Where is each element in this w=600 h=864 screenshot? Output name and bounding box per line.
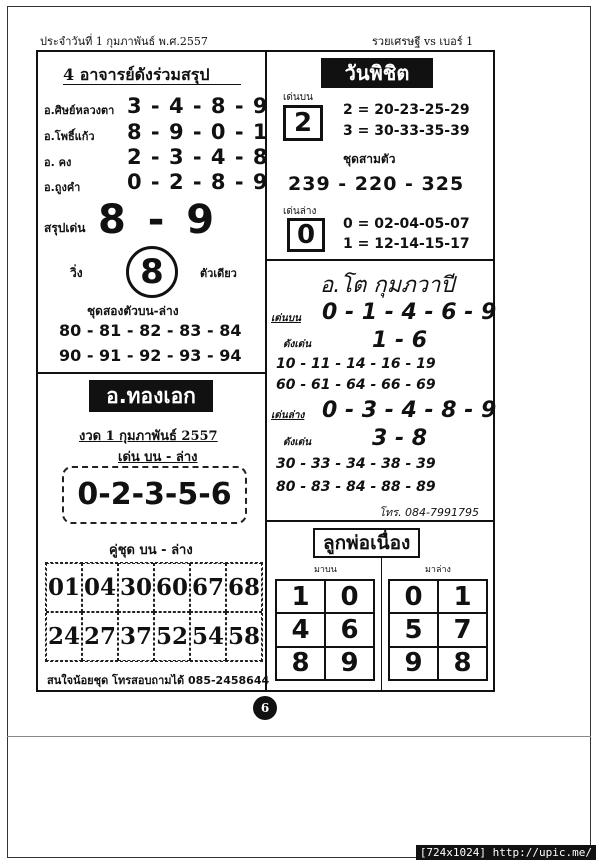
three-title: ชุดสามตัว	[343, 152, 396, 166]
teacher-name: อ.ถูงคำ	[44, 181, 81, 194]
pairs-grid	[45, 562, 263, 662]
lead-bottom-label: เด่นล่าง	[271, 410, 305, 421]
pairs-row: 80 - 81 - 82 - 83 - 84	[59, 321, 242, 340]
header-date: ประจำวันที่ 1 กุมภาพันธ์ พ.ศ.2557	[40, 35, 208, 48]
scan-edge	[7, 736, 591, 737]
single-label: ตัวเดียว	[200, 267, 237, 280]
strong-top: 1 - 6	[372, 328, 428, 353]
pairs-title: ชุดสองตัวบน-ล่าง	[87, 304, 179, 318]
draw-date: งวด 1 กุมภาพันธ์ 2557	[79, 429, 218, 444]
grid-cell: 4	[276, 613, 325, 646]
lead-top-label: เด่นบน	[271, 313, 301, 324]
bottom-label: เด่นล่าง	[283, 206, 317, 217]
lead-top: 0 - 1 - 4 - 6 - 9	[322, 300, 497, 325]
header-title: รวยเศรษฐี vs เบอร์ 1	[372, 35, 474, 48]
panel-c-banner: อ.ทองเอก	[89, 380, 213, 412]
teacher-name: อ.โพธิ์แก้ว	[44, 130, 95, 143]
bottom-digit-grid	[388, 579, 488, 681]
single-digit: 8	[126, 246, 178, 298]
lead-label: เด่น บน - ล่าง	[118, 450, 198, 465]
top-label: เด่นบน	[283, 92, 313, 103]
panel-d-title: อ.โต กุมภวาปี	[320, 273, 455, 298]
top-line: 3 = 30-33-35-39	[343, 123, 470, 139]
panel-e-divider	[381, 556, 382, 690]
top-row: 60 - 61 - 64 - 66 - 69	[276, 377, 436, 393]
grid-cell: 1	[438, 580, 487, 613]
grid-cell: 5	[389, 613, 438, 646]
pair-cell: 54	[190, 612, 226, 661]
summary-value: 8 - 9	[98, 197, 219, 243]
left-divider	[37, 372, 266, 374]
bottom-line: 0 = 02-04-05-07	[343, 216, 470, 232]
bottom-row: 80 - 83 - 84 - 88 - 89	[276, 479, 436, 495]
grid-cell: 8	[438, 647, 487, 680]
grid-cell: 9	[389, 647, 438, 680]
teacher-numbers: 0 - 2 - 8 - 9	[127, 170, 269, 194]
panel-b-banner: วันพิชิต	[321, 58, 433, 88]
teacher-name: อ. คง	[44, 156, 72, 169]
teacher-numbers: 3 - 4 - 8 - 9	[127, 94, 269, 118]
bottom-grid-label: มาล่าง	[425, 565, 451, 575]
pair-cell: 58	[226, 612, 262, 661]
bottom-digit: 0	[287, 218, 325, 252]
pair-cell: 60	[154, 563, 190, 612]
strong-bottom-label: ดังเด่น	[283, 437, 312, 448]
grid-cell: 0	[325, 580, 374, 613]
summary-label: สรุปเด่น	[44, 221, 86, 235]
panel-a-title: 4 อาจารย์ดังร่วมสรุป	[63, 65, 210, 84]
top-digit-grid	[275, 579, 375, 681]
grid-cell: 6	[325, 613, 374, 646]
pairs-label: คู่ชุด บน - ล่าง	[109, 543, 193, 558]
teacher-name: อ.ศิษย์หลวงตา	[44, 104, 115, 117]
grid-cell: 7	[438, 613, 487, 646]
right-divider-1	[266, 259, 494, 261]
panel-e-banner: ลูกพ่อเนื่อง	[313, 528, 420, 558]
page-number: 6	[253, 696, 277, 720]
pair-cell: 27	[82, 612, 118, 661]
watermark: [724x1024] http://upic.me/	[416, 845, 596, 860]
pair-cell: 37	[118, 612, 154, 661]
phone: โทร. 084-7991795	[379, 506, 480, 519]
panel-a-underline	[63, 84, 241, 85]
strong-top-label: ดังเด่น	[283, 339, 312, 350]
pair-cell: 01	[46, 563, 82, 612]
pair-cell: 24	[46, 612, 82, 661]
pairs-row: 90 - 91 - 92 - 93 - 94	[59, 346, 242, 365]
lead-bottom: 0 - 3 - 4 - 8 - 9	[322, 398, 497, 423]
pair-cell: 67	[190, 563, 226, 612]
pair-cell: 68	[226, 563, 262, 612]
grid-cell: 1	[276, 580, 325, 613]
grid-cell: 8	[276, 647, 325, 680]
grid-cell: 9	[325, 647, 374, 680]
pair-cell: 04	[82, 563, 118, 612]
bottom-line: 1 = 12-14-15-17	[343, 236, 470, 252]
bottom-row: 30 - 33 - 34 - 38 - 39	[276, 456, 436, 472]
strong-bottom: 3 - 8	[372, 426, 428, 451]
contact-line: สนใจน้อยชุด โทรสอบถามได้ 085-2458644	[47, 674, 270, 687]
teacher-numbers: 8 - 9 - 0 - 1	[127, 120, 269, 144]
three-numbers: 239 - 220 - 325	[288, 173, 465, 195]
top-row: 10 - 11 - 14 - 16 - 19	[276, 356, 436, 372]
lead-numbers: 0-2-3-5-6	[62, 466, 247, 524]
teacher-numbers: 2 - 3 - 4 - 8	[127, 145, 269, 169]
pair-cell: 52	[154, 612, 190, 661]
top-grid-label: มาบน	[314, 565, 337, 575]
top-line: 2 = 20-23-25-29	[343, 102, 470, 118]
pair-cell: 30	[118, 563, 154, 612]
grid-cell: 0	[389, 580, 438, 613]
run-label: วิ่ง	[70, 266, 83, 280]
top-digit: 2	[283, 105, 323, 141]
